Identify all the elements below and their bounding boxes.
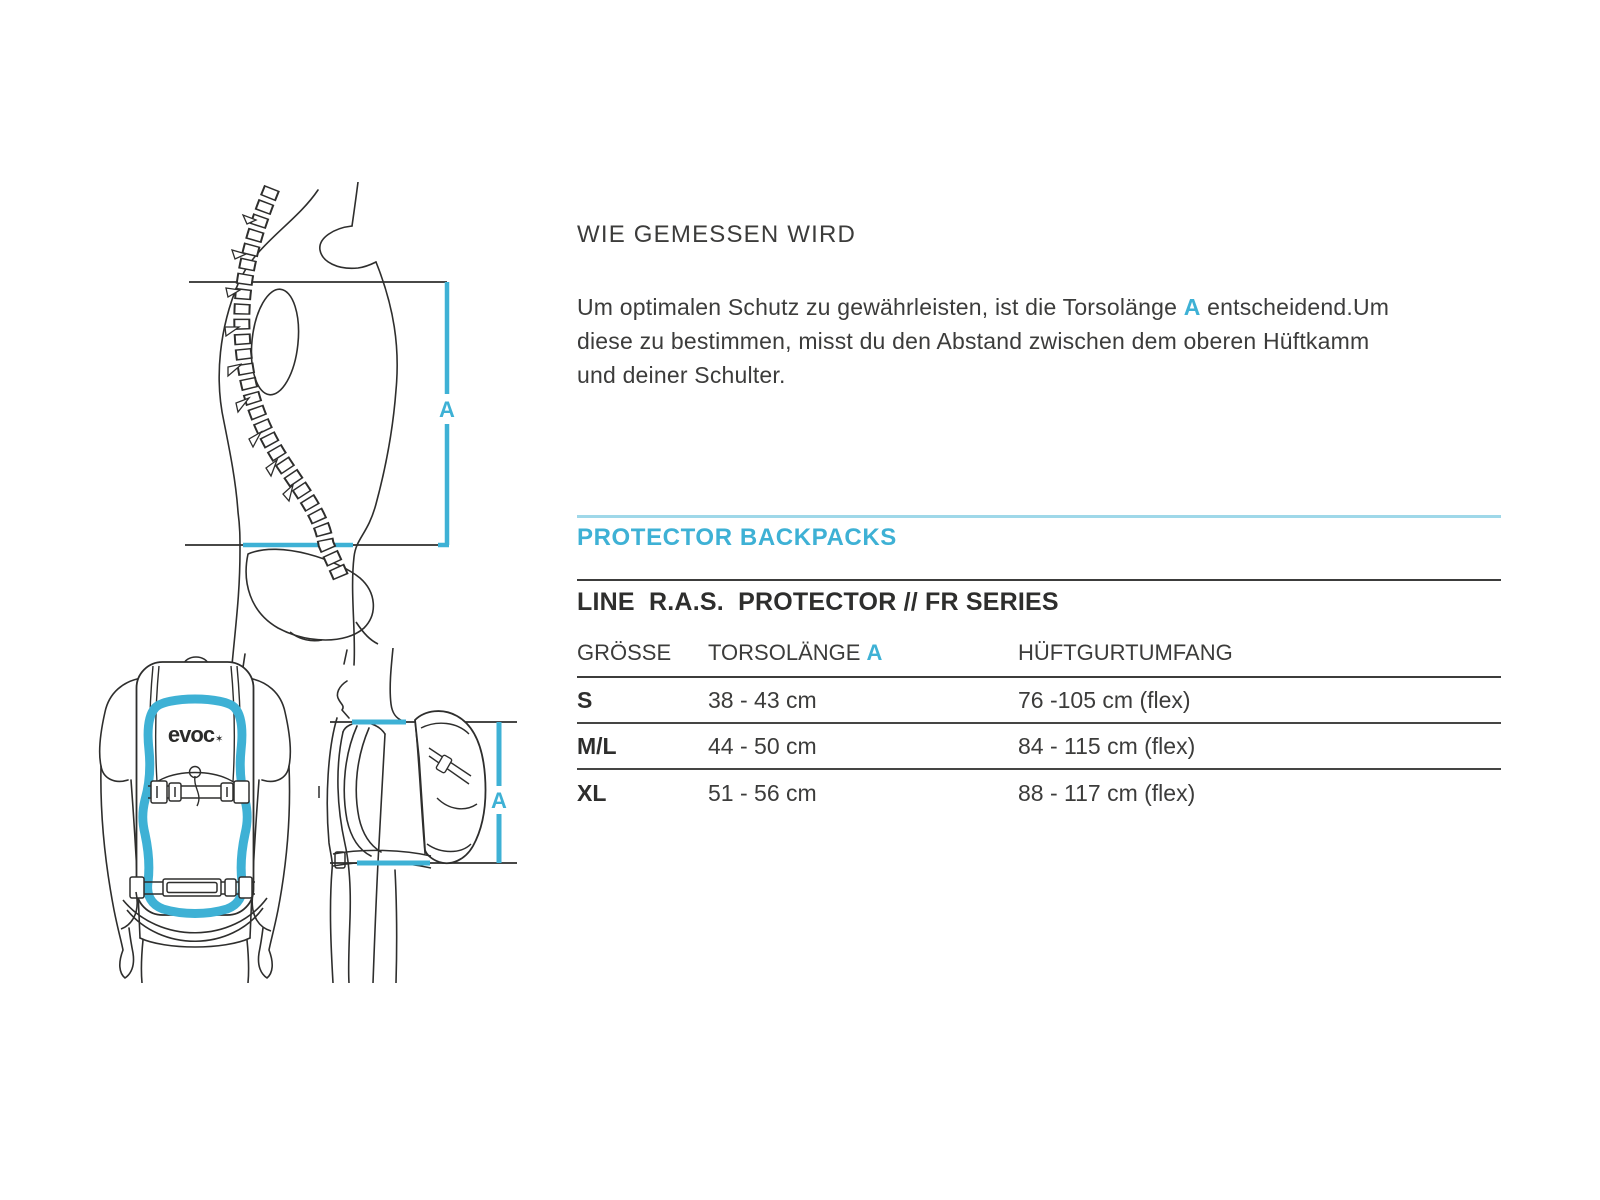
spinous-processes: [225, 215, 293, 501]
intro-line2: diese zu bestimmen, misst du den Abstand zwischen dem oberen Hüftkamm: [577, 328, 1370, 354]
category-heading: PROTECTOR BACKPACKS: [577, 524, 897, 551]
category-divider-bottom: [577, 579, 1501, 581]
intro-line1-pre: Um optimalen Schutz zu gewährleisten, ist die Torsolänge: [577, 294, 1178, 320]
compression-straps: [148, 781, 319, 803]
intro-paragraph: [577, 290, 1507, 392]
pelvis-outline: [246, 549, 378, 644]
header-size: GRÖSSE: [577, 640, 672, 665]
intro-line1-post: entscheidend.Um: [1207, 294, 1390, 320]
torso-measurement-illustration: [150, 182, 515, 667]
torso-cell: 44 - 50 cm: [708, 732, 817, 759]
backpack-illustrations: [85, 648, 540, 983]
intro-line3: und deiner Schulter.: [577, 362, 786, 388]
header-torso-accent: A: [866, 640, 883, 665]
pack-measure-label: A: [491, 788, 507, 813]
backpack-side-view: [327, 648, 517, 983]
table-row-ml: [577, 724, 1501, 770]
size-table-header-row: [577, 630, 1501, 678]
person-side-outline: [327, 648, 403, 983]
size-cell: XL: [577, 779, 607, 806]
size-cell: S: [577, 686, 593, 713]
table-row-s: [577, 678, 1501, 724]
header-hip: HÜFTGURTUMFANG: [1018, 640, 1233, 665]
page-title: WIE GEMESSEN WIRD: [577, 221, 857, 248]
backpack-side-body: [415, 711, 486, 863]
hip-cell: 84 - 115 cm (flex): [1018, 732, 1196, 759]
torso-measure-label: A: [439, 397, 455, 422]
size-cell: M/L: [577, 732, 617, 759]
evoc-logo-text: evoc: [167, 722, 215, 747]
backpack-front-view: [100, 654, 319, 983]
hip-cell: 76 -105 cm (flex): [1018, 686, 1191, 713]
intro-torso-accent: A: [1183, 294, 1201, 320]
table-row-xl: [577, 770, 1501, 816]
product-title: LINE R.A.S. PROTECTOR // FR SERIES: [577, 588, 1059, 616]
header-torso: TORSOLÄNGE A: [708, 640, 883, 665]
size-table: [577, 630, 1501, 816]
hip-cell: 88 - 117 cm (flex): [1018, 779, 1196, 806]
spine-vertebrae: [225, 188, 342, 580]
evoc-logo-star: ✶: [215, 734, 224, 745]
torso-cell: 51 - 56 cm: [708, 779, 817, 806]
torso-cell: 38 - 43 cm: [708, 686, 817, 713]
category-divider-top: [577, 515, 1501, 518]
